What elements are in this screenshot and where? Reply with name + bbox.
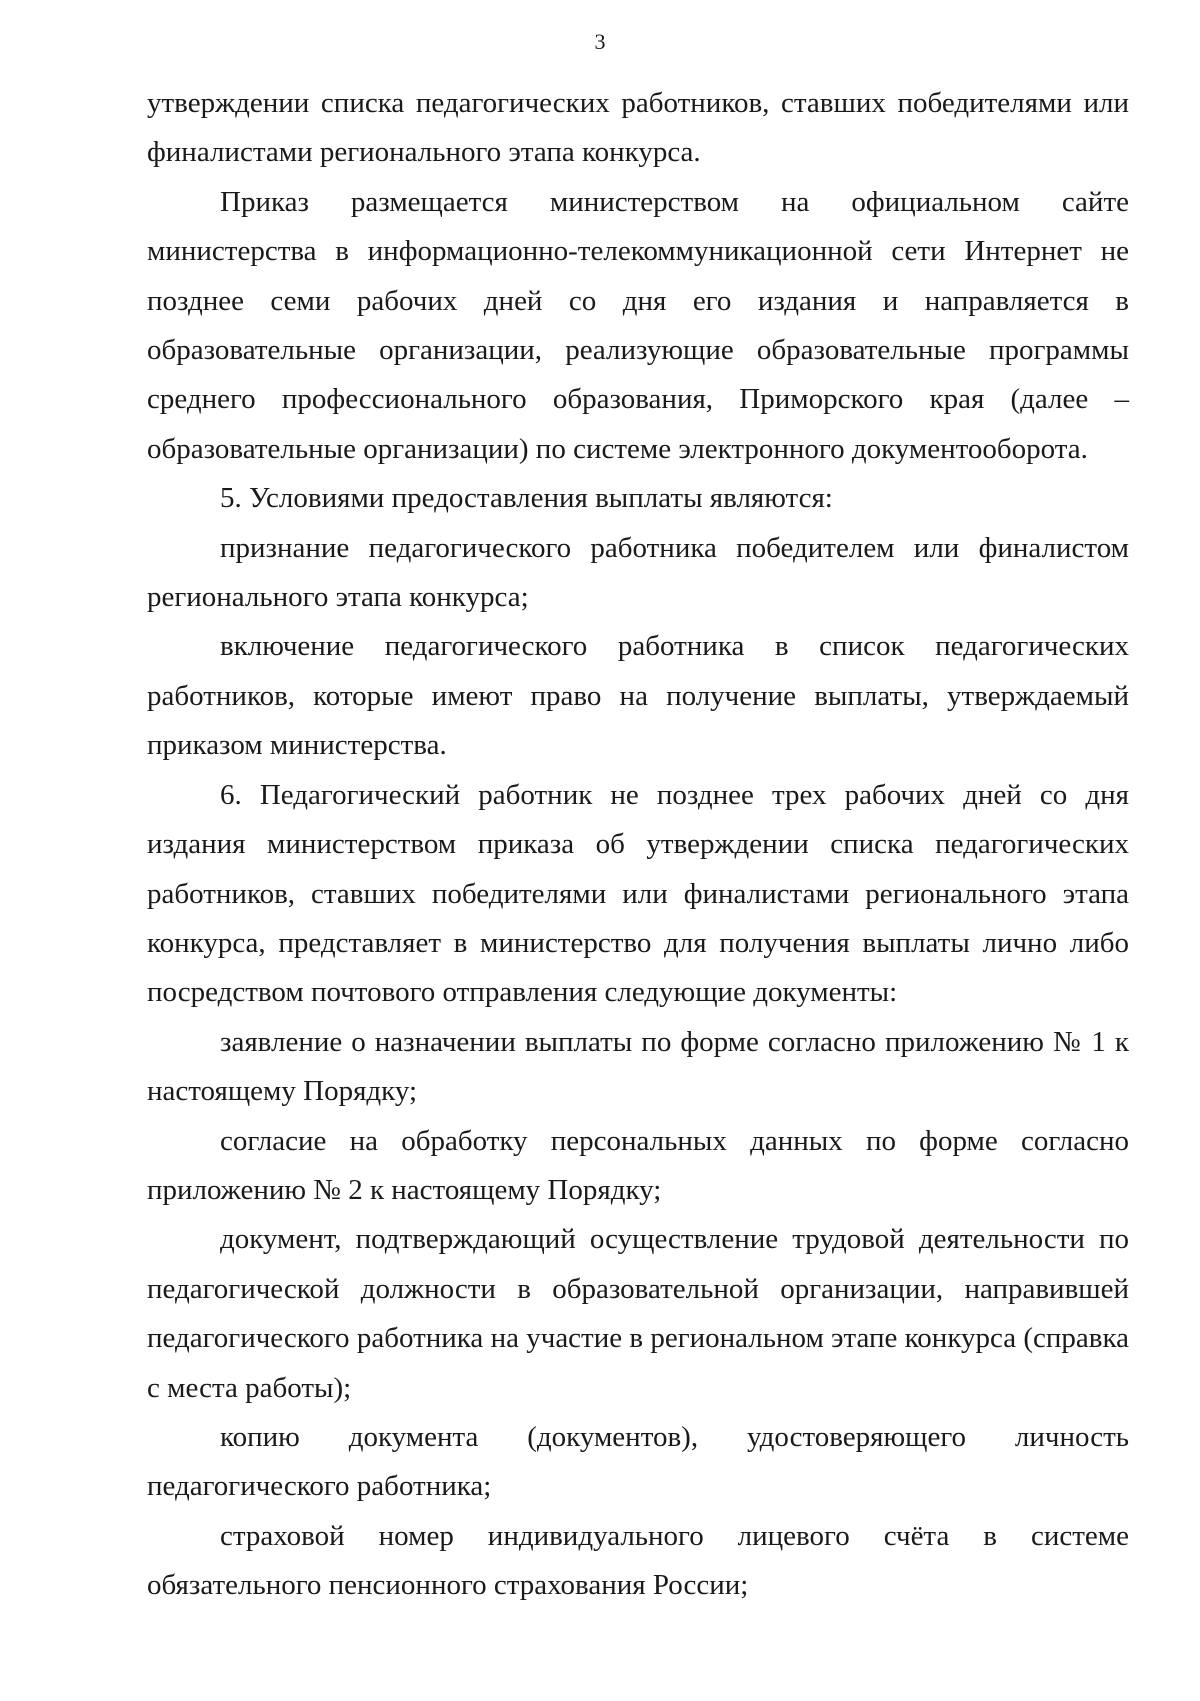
paragraph-continuation: утверждении списка педагогических работников, ставших победителями или финалистами регионального этапа конкурса. (147, 87, 1129, 169)
page-number: 3 (594, 29, 606, 54)
paragraph-doc-consent: согласие на обработку персональных данных по форме согласно приложению № 2 к настоящему Порядку; (147, 1124, 1129, 1206)
paragraph-item-5: 5. Условиями предоставления выплаты являются: (220, 482, 833, 515)
paragraph-doc-identity: копию документа (документов), удостоверяющего личность педагогического работника; (147, 1420, 1129, 1503)
paragraph-doc-application: заявление о назначении выплаты по форме согласно приложению № 1 к настоящему Порядку; (147, 1025, 1129, 1108)
document-body (147, 79, 1129, 1611)
paragraph-item-6: 6. Педагогический работник не позднее трех рабочих дней со дня издания министерством приказа об утверждении списка педагогических работников, ставших победителями или финалистами регионального этапа конкурса, представляет в министерство для получения выплаты лично либо посредством почтового отправления следующие документы: (147, 778, 1129, 1009)
paragraph-condition-inclusion: включение педагогического работника в список педагогических работников, которые имеют право на получение выплаты, утверждаемый приказом министерства. (147, 630, 1129, 762)
paragraph-condition-recognition: признание педагогического работника победителем или финалистом регионального этапа конкурса; (147, 531, 1129, 614)
paragraph-order-publication: Приказ размещается министерством на официальном сайте министерства в информационно-телекоммуникационной сети Интернет не позднее семи рабочих дней со дня его издания и направляется в образовательные организации, реализующие образовательные программы среднего профессионального образования, Приморского края (далее – образовательные организации) по системе электронного документооборота. (147, 185, 1129, 465)
paragraph-doc-employment: документ, подтверждающий осуществление трудовой деятельности по педагогической должности в образовательной организации, направившей педагогического работника на участие в региональном этапе конкурса (справка с места работы); (147, 1223, 1129, 1404)
paragraph-doc-snils: страховой номер индивидуального лицевого счёта в системе обязательного пенсионного страхования России; (147, 1519, 1129, 1602)
